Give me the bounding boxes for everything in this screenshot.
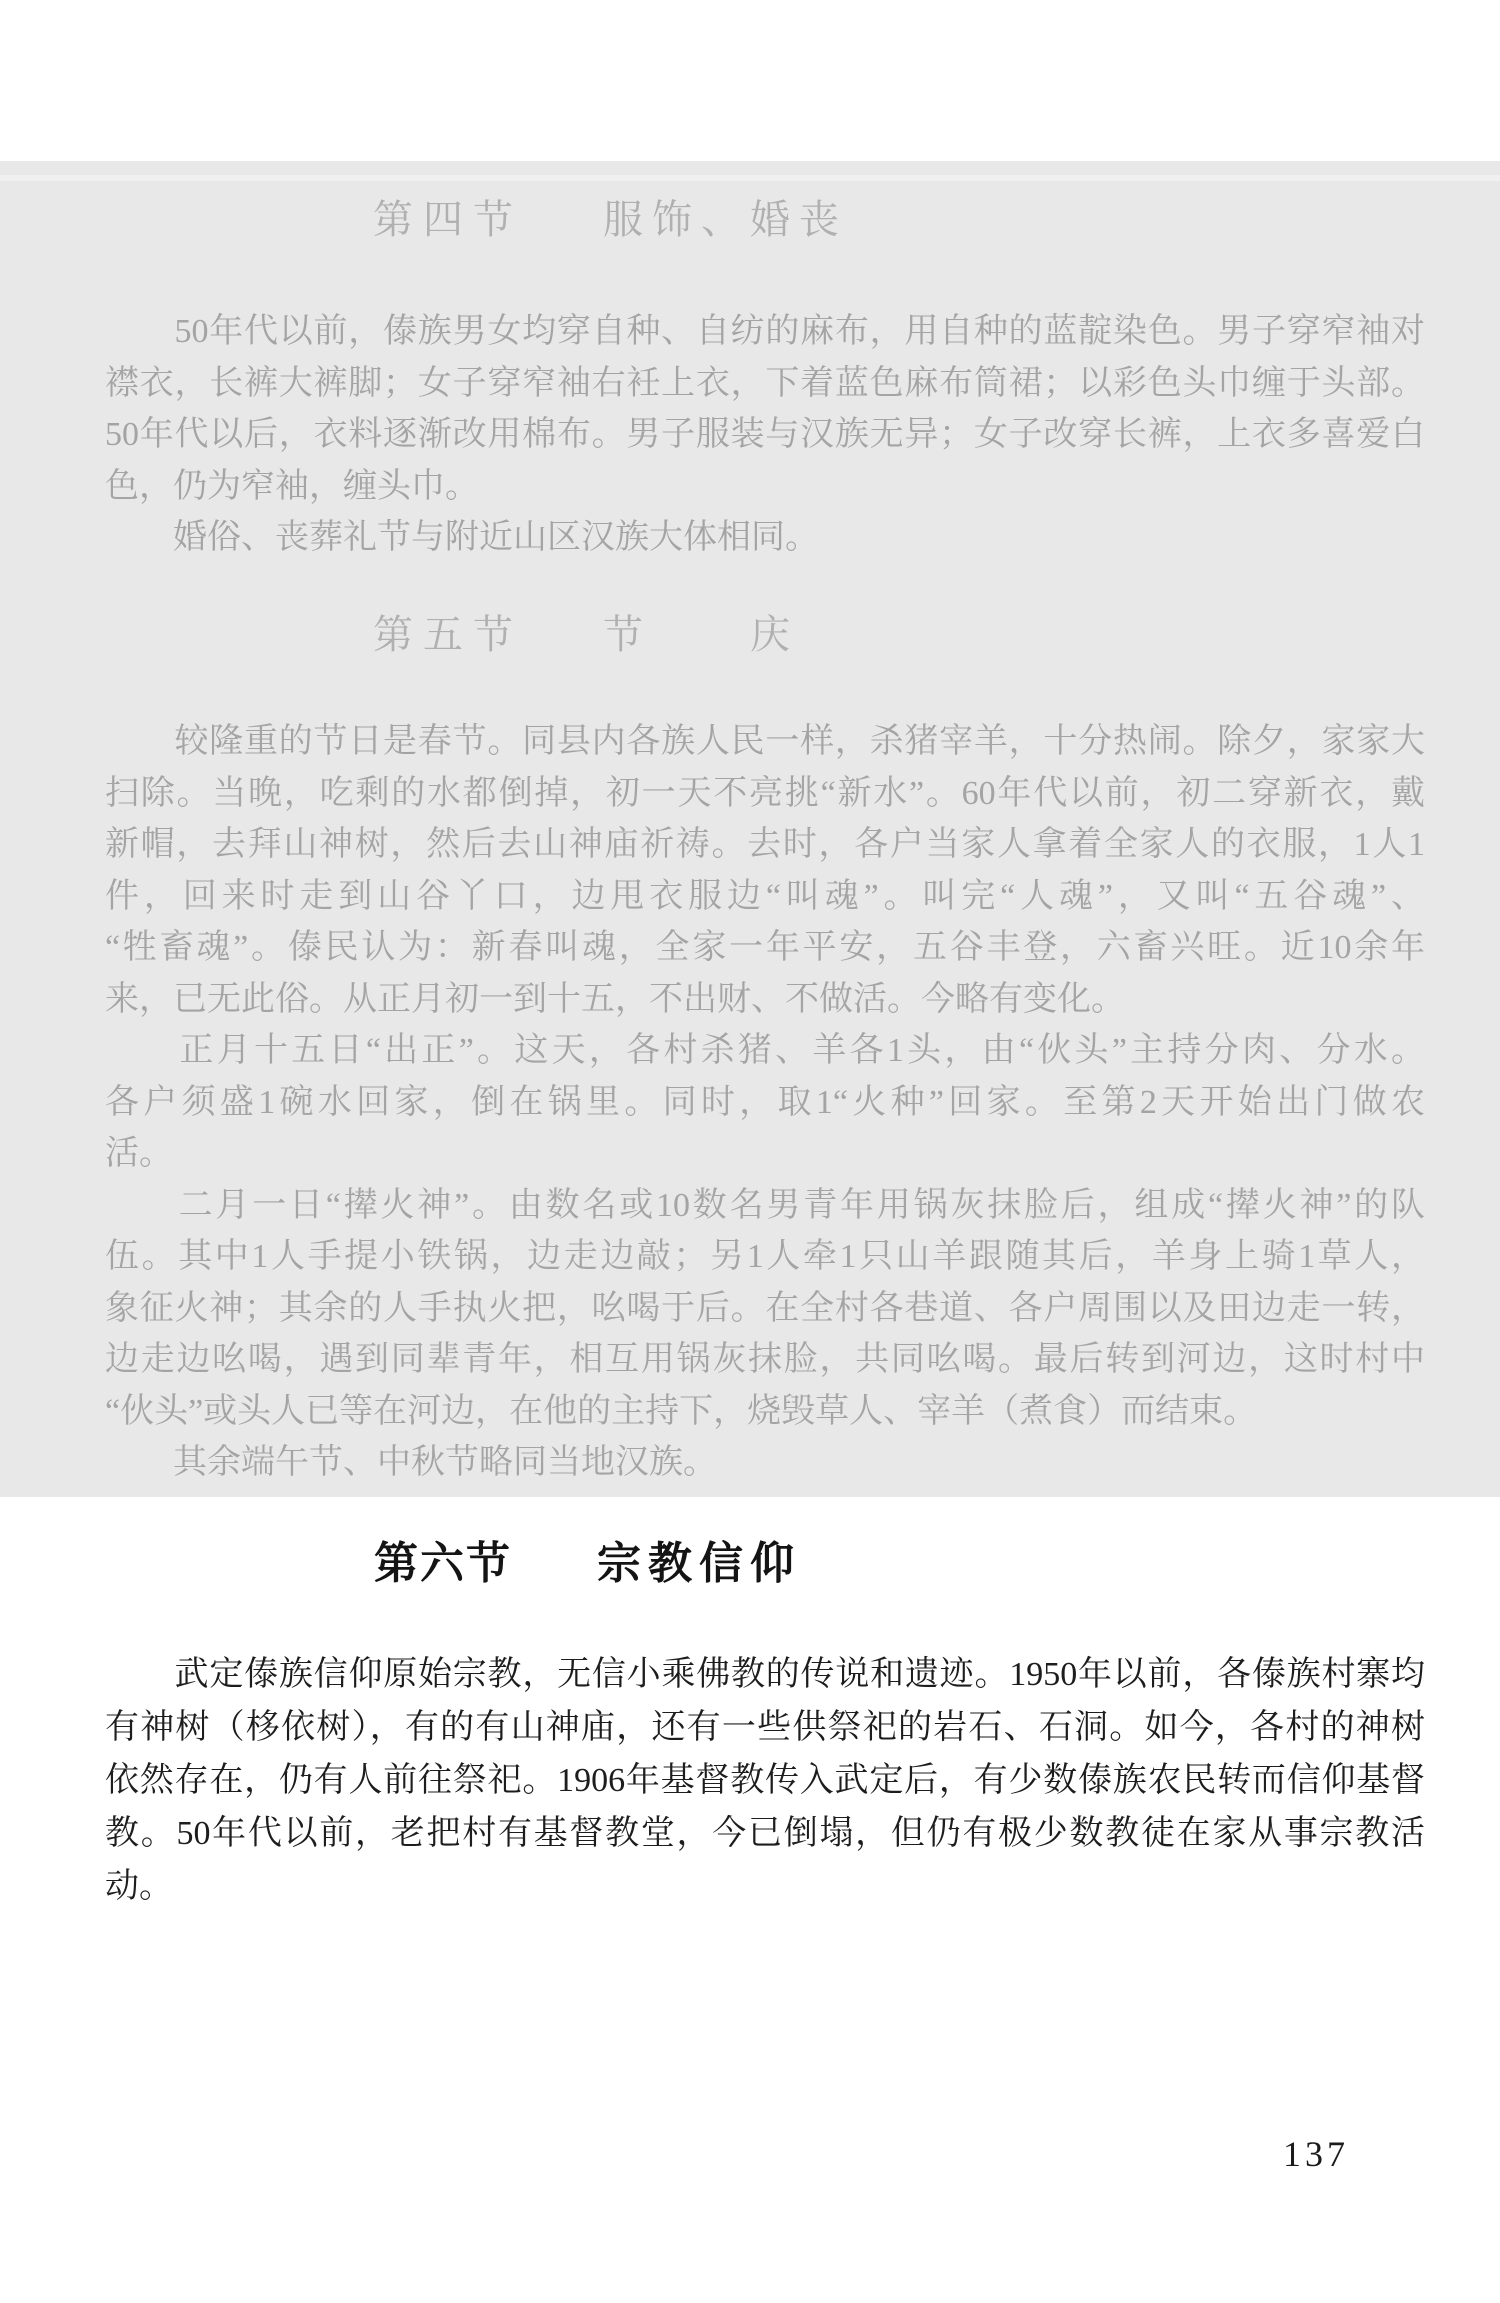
section5-heading-title: 节 庆 (603, 612, 799, 657)
text-line: 边走边吆喝，遇到同辈青年，相互用锅灰抹脸，共同吆喝。最后转到河边，这时村中 (105, 1341, 1425, 1378)
section4-heading (373, 197, 848, 242)
text-line: 50年代以后，衣料逐渐改用棉布。男子服装与汉族无异；女子改穿长裤，上衣多喜爱白 (105, 416, 1425, 453)
text-line: 依然存在，仍有人前往祭祀。1906年基督教传入武定后，有少数傣族农民转而信仰基督 (105, 1762, 1425, 1799)
section5-heading-number: 第五节 (373, 612, 523, 657)
section6-heading (374, 1539, 801, 1588)
section4-body (105, 306, 1425, 564)
text-line: 50年代以前，傣族男女均穿自种、自纺的麻布，用自种的蓝靛染色。男子穿窄袖对 (105, 313, 1425, 350)
text-line: 伍。其中1人手提小铁锅，边走边敲；另1人牵1只山羊跟随其后，羊身上骑1草人， (105, 1238, 1425, 1275)
section6-heading-number: 第六节 (374, 1539, 512, 1588)
text-line: 武定傣族信仰原始宗教，无信小乘佛教的传说和遗迹。1950年以前，各傣族村寨均 (105, 1656, 1425, 1693)
text-line: 有神树（栘依树），有的有山神庙，还有一些供祭祀的岩石、石洞。如今，各村的神树 (105, 1709, 1425, 1746)
text-line: 教。50年代以前，老把村有基督教堂，今已倒塌，但仍有极少数教徒在家从事宗教活 (105, 1815, 1425, 1852)
section6-heading-title: 宗教信仰 (597, 1539, 801, 1588)
text-line: 各户须盛1碗水回家，倒在锅里。同时，取1“火种”回家。至第2天开始出门做农 (105, 1083, 1425, 1121)
text-line: 其余端午节、中秋节略同当地汉族。 (105, 1444, 717, 1481)
text-line: 较隆重的节日是春节。同县内各族人民一样，杀猪宰羊，十分热闹。除夕，家家大 (105, 723, 1425, 760)
text-line: 正月十五日“出正”。这天，各村杀猪、羊各1头，由“伙头”主持分肉、分水。 (105, 1032, 1425, 1069)
text-line: “牲畜魂”。傣民认为：新春叫魂，全家一年平安，五谷丰登，六畜兴旺。近10余年 (105, 929, 1425, 966)
text-line: 活。 (105, 1135, 173, 1172)
text-line: 动。 (105, 1868, 173, 1905)
scan-artifact-line (0, 175, 1500, 181)
section4-heading-number: 第四节 (373, 197, 523, 242)
text-line: 象征火神；其余的人手执火把，吆喝于后。在全村各巷道、各户周围以及田边走一转， (105, 1289, 1425, 1327)
text-line: 扫除。当晚，吃剩的水都倒掉，初一天不亮挑“新水”。60年代以前，初二穿新衣，戴 (105, 774, 1425, 812)
section6-body (105, 1648, 1425, 1913)
text-line: 新帽，去拜山神树，然后去山神庙祈祷。去时，各户当家人拿着全家人的衣服，1人1 (105, 826, 1425, 863)
text-line: “伙头”或头人已等在河边，在他的主持下，烧毁草人、宰羊（煮食）而结束。 (105, 1392, 1258, 1430)
section5-heading (373, 612, 799, 657)
text-line: 襟衣，长裤大裤脚；女子穿窄袖右衽上衣，下着蓝色麻布筒裙；以彩色头巾缠于头部。 (105, 364, 1425, 402)
section4-heading-title: 服饰、婚丧 (603, 197, 848, 242)
text-line: 婚俗、丧葬礼节与附近山区汉族大体相同。 (105, 519, 819, 556)
text-line: 二月一日“撵火神”。由数名或10数名男青年用锅灰抹脸后，组成“撵火神”的队 (105, 1186, 1425, 1224)
text-line: 件，回来时走到山谷丫口，边甩衣服边“叫魂”。叫完“人魂”，又叫“五谷魂”、 (105, 877, 1425, 915)
page-number: 137 (1283, 2134, 1349, 2174)
section5-body (105, 716, 1425, 1489)
text-line: 色，仍为窄袖，缠头巾。 (105, 467, 479, 505)
text-line: 来，已无此俗。从正月初一到十五，不出财、不做活。今略有变化。 (105, 980, 1125, 1018)
